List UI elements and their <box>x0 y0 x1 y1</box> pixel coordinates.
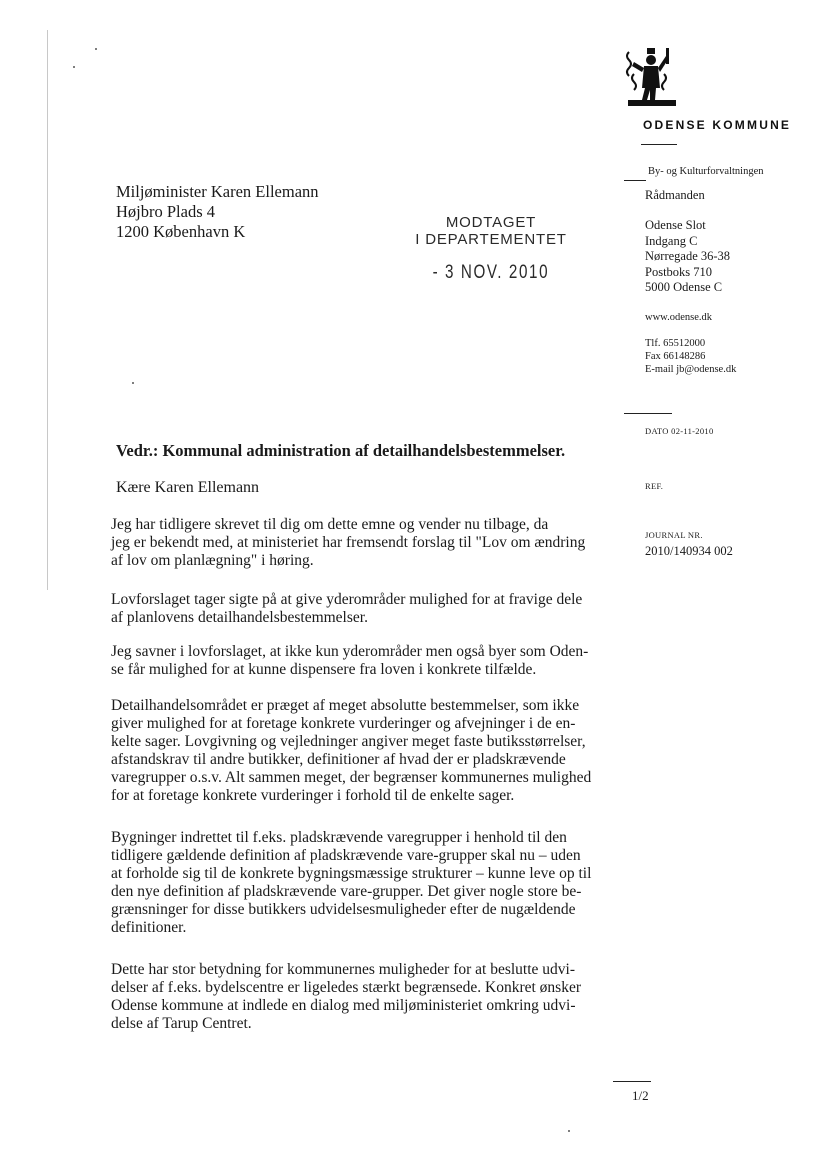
letter-subject: Vedr.: Kommunal administration af detailhandelsbestemmelser. <box>116 441 566 460</box>
scan-speck <box>95 48 97 50</box>
received-stamp <box>406 214 576 284</box>
page-number-rule <box>613 1081 651 1082</box>
address-line: Postboks 710 <box>645 264 713 279</box>
text-line: se får mulighed for at kunne dispensere fra loven i konkrete tilfælde. <box>111 661 537 678</box>
text-line: grænsninger for disse butikkers udvidelsesmuligheder efter de nugældende <box>111 901 576 918</box>
paragraph-buildings <box>111 829 611 937</box>
phone-number: Tlf. 65512000 <box>645 338 706 349</box>
paragraph-intro <box>111 516 611 570</box>
text-line: Lovforslaget tager sigte på at give yderområder mulighed for at fravige dele <box>111 591 583 608</box>
address-line: 5000 Odense C <box>645 280 723 294</box>
paragraph-request <box>111 643 611 679</box>
reference-label: REF. <box>645 481 664 491</box>
text-line: Odense kommune at indlede en dialog med miljøministeriet omkring udvi- <box>111 997 576 1014</box>
letter-greeting: Kære Karen Ellemann <box>116 479 260 496</box>
text-line: Detailhandelsområdet er præget af meget absolutte bestemmelser, som ikke <box>111 697 580 714</box>
meta-divider <box>624 413 672 414</box>
recipient-line: 1200 København K <box>116 222 246 241</box>
contact-block <box>645 337 736 376</box>
journal-number: 2010/140934 002 <box>645 544 733 558</box>
stamp-date: - 3 NOV. 2010 <box>432 262 550 283</box>
date-field <box>645 426 714 436</box>
text-line: for at foretage konkrete vurderinger i forhold til de enkelte sager. <box>111 787 515 804</box>
website-link[interactable]: www.odense.dk <box>645 312 712 323</box>
recipient-line: Miljøminister Karen Ellemann <box>116 182 319 201</box>
address-line: Odense Slot <box>645 218 706 232</box>
text-line: Jeg har tidligere skrevet til dig om dette emne og vender nu tilbage, da <box>111 516 549 533</box>
paragraph-retail-rules <box>111 697 611 805</box>
date-value: 02-11-2010 <box>671 426 714 436</box>
text-line: Dette har stor betydning for kommunernes muligheder for at beslutte udvi- <box>111 961 576 978</box>
text-line: delse af Tarup Centret. <box>111 1015 252 1032</box>
stamp-department-label: I DEPARTEMENTET <box>415 231 567 248</box>
stamp-received-label: MODTAGET <box>445 214 537 231</box>
paragraph-bill-scope <box>111 591 611 627</box>
address-block <box>645 218 730 296</box>
recipient-address <box>116 182 319 242</box>
text-line: giver mulighed for at foretage konkrete vurderinger og afvejninger i de en- <box>111 715 576 732</box>
fax-number: Fax 66148286 <box>645 351 706 362</box>
address-line: Indgang C <box>645 233 698 248</box>
organization-name: ODENSE KOMMUNE <box>643 118 792 132</box>
scan-speck <box>132 382 134 384</box>
department-name: By- og Kulturforvaltningen <box>648 166 764 177</box>
text-line: definitioner. <box>111 919 187 936</box>
text-line: jeg er bekendt med, at ministeriet har fremsendt forslag til "Lov om ændring <box>111 534 586 551</box>
text-line: Jeg savner i lovforslaget, at ikke kun yderområder men også byer som Oden- <box>111 643 589 660</box>
department-rule <box>624 180 646 181</box>
text-line: Bygninger indrettet til f.eks. pladskrævende varegrupper i henhold til den <box>111 829 567 846</box>
text-line: af planlovens detailhandelsbestemmelser. <box>111 609 368 626</box>
text-line: kelte sager. Lovgivning og vejledninger angiver meget faste butiksstørrelser, <box>111 733 586 750</box>
text-line: delser af f.eks. bydelscentre er ligeledes stærkt begrænsede. Konkret ønsker <box>111 979 582 996</box>
text-line: varegrupper o.s.v. Alt sammen meget, der begrænser kommunernes mulighed <box>111 769 592 786</box>
recipient-line: Højbro Plads 4 <box>116 202 215 221</box>
text-line: tidligere gældende definition af pladskrævende vare-grupper skal nu – uden <box>111 847 581 864</box>
journal-label: JOURNAL NR. <box>645 530 703 540</box>
page-number: 1/2 <box>632 1088 649 1103</box>
scan-speck <box>73 66 75 68</box>
date-label: DATO <box>645 426 669 436</box>
text-line: af lov om planlægning" i høring. <box>111 552 314 569</box>
address-line: Nørregade 36-38 <box>645 249 731 263</box>
text-line: at forholde sig til de konkrete bygningsmæssige strukturer – kunne leve op til <box>111 865 592 882</box>
text-line: den nye definition af pladskrævende vare-grupper. Det giver nogle store be- <box>111 883 582 900</box>
scan-speck <box>568 1130 570 1132</box>
office-name: Rådmanden <box>645 188 705 202</box>
text-line: afstandskrav til andre butikker, definitioner af hvad der er pladskrævende <box>111 751 566 768</box>
paragraph-conclusion <box>111 961 611 1033</box>
header-divider <box>641 144 677 145</box>
scan-edge-line <box>47 30 48 590</box>
email-address[interactable]: E-mail jb@odense.dk <box>645 364 737 375</box>
odense-coat-of-arms-logo <box>620 44 676 108</box>
